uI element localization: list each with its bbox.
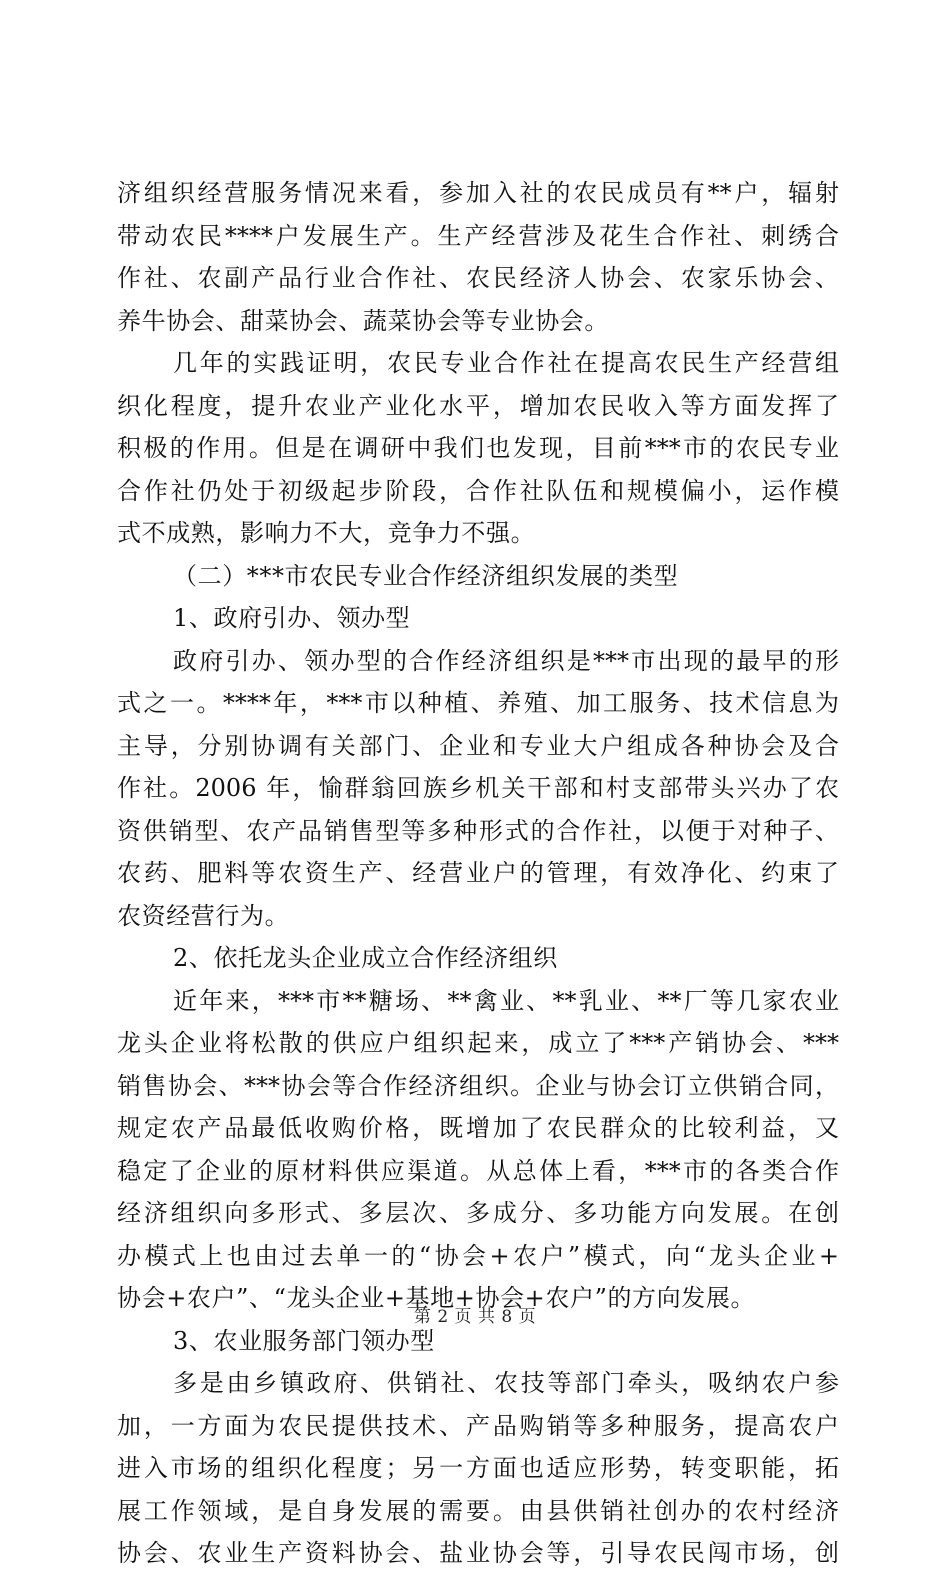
- subsection-heading: 2、依托龙头企业成立合作经济组织: [173, 944, 558, 972]
- text-line: 多是由乡镇政府、供销社、农技等部门牵头，吸纳农户参: [173, 1369, 839, 1397]
- text-line: 合作社仍处于初级起步阶段，合作社队伍和规模偏小，运作模: [117, 476, 839, 505]
- text-line: 织化程度，提升农业产业化水平，增加农民收入等方面发挥了: [117, 391, 839, 420]
- text-line: 主导，分别协调有关部门、企业和专业大户组成各种协会及合: [117, 731, 839, 760]
- text-line: 进入市场的组织化程度；另一方面也适应形势，转变职能，拓: [117, 1454, 839, 1482]
- text-line: 作社、农副产品行业合作社、农民经济人协会、农家乐协会、: [117, 264, 839, 292]
- text-line: 近年来，***市**糖场、**禽业、**乳业、**厂等几家农业: [173, 986, 839, 1015]
- document-body: [117, 172, 839, 1575]
- page-number-footer: 第 2 页 共 8 页: [413, 1307, 537, 1327]
- text-line: 积极的作用。但是在调研中我们也发现，目前***市的农民专业: [117, 434, 839, 462]
- text-line: 销售协会、***协会等合作经济组织。企业与协会订立供销合同，: [117, 1071, 839, 1100]
- text-line: 协会、农业生产资料协会、盐业协会等，引导农民闯市场，创: [117, 1539, 839, 1567]
- text-line: 式不成熟，影响力不大，竞争力不强。: [117, 519, 536, 547]
- text-line: 龙头企业将松散的供应户组织起来，成立了***产销协会、***: [117, 1029, 839, 1057]
- subsection-heading: 1、政府引办、领办型: [173, 604, 411, 632]
- text-line: 经济组织向多形式、多层次、多成分、多功能方向发展。在创: [117, 1199, 839, 1227]
- text-line: 养牛协会、甜菜协会、蔬菜协会等专业协会。: [117, 306, 609, 335]
- text-line: 资供销型、农产品销售型等多种形式的合作社，以便于对种子、: [117, 816, 839, 845]
- text-line: 农资经营行为。: [117, 901, 290, 930]
- text-line: 稳定了企业的原材料供应渠道。从总体上看，***市的各类合作: [117, 1156, 839, 1185]
- text-line: 济组织经营服务情况来看，参加入社的农民成员有**户，辐射: [117, 179, 839, 207]
- text-line: 农药、肥料等农资生产、经营业户的管理，有效净化、约束了: [117, 859, 839, 887]
- text-line: 式之一。****年，***市以种植、养殖、加工服务、技术信息为: [117, 689, 839, 717]
- text-line: 带动农民****户发展生产。生产经营涉及花生合作社、刺绣合: [117, 221, 839, 250]
- subsection-heading: 3、农业服务部门领办型: [173, 1326, 435, 1355]
- text-line: 展工作领域，是自身发展的需要。由县供销社创办的农村经济: [117, 1496, 839, 1525]
- text-line: 作社。2006 年，愉群翁回族乡机关干部和村支部带头兴办了农: [117, 774, 839, 802]
- text-line: 协会+农户”、“龙头企业+基地+协会+农户”的方向发展。: [117, 1284, 756, 1312]
- text-line: 加，一方面为农民提供技术、产品购销等多种服务，提高农户: [117, 1411, 839, 1440]
- text-line: 几年的实践证明，农民专业合作社在提高农民生产经营组: [173, 349, 839, 377]
- text-line: 办模式上也由过去单一的“协会+农户”模式，向“龙头企业+: [117, 1241, 839, 1270]
- text-line: 政府引办、领办型的合作经济组织是***市出现的最早的形: [173, 646, 839, 675]
- section-heading: （二）***市农民专业合作经济组织发展的类型: [173, 561, 679, 590]
- text-line: 规定农产品最低收购价格，既增加了农民群众的比较利益，又: [117, 1114, 839, 1142]
